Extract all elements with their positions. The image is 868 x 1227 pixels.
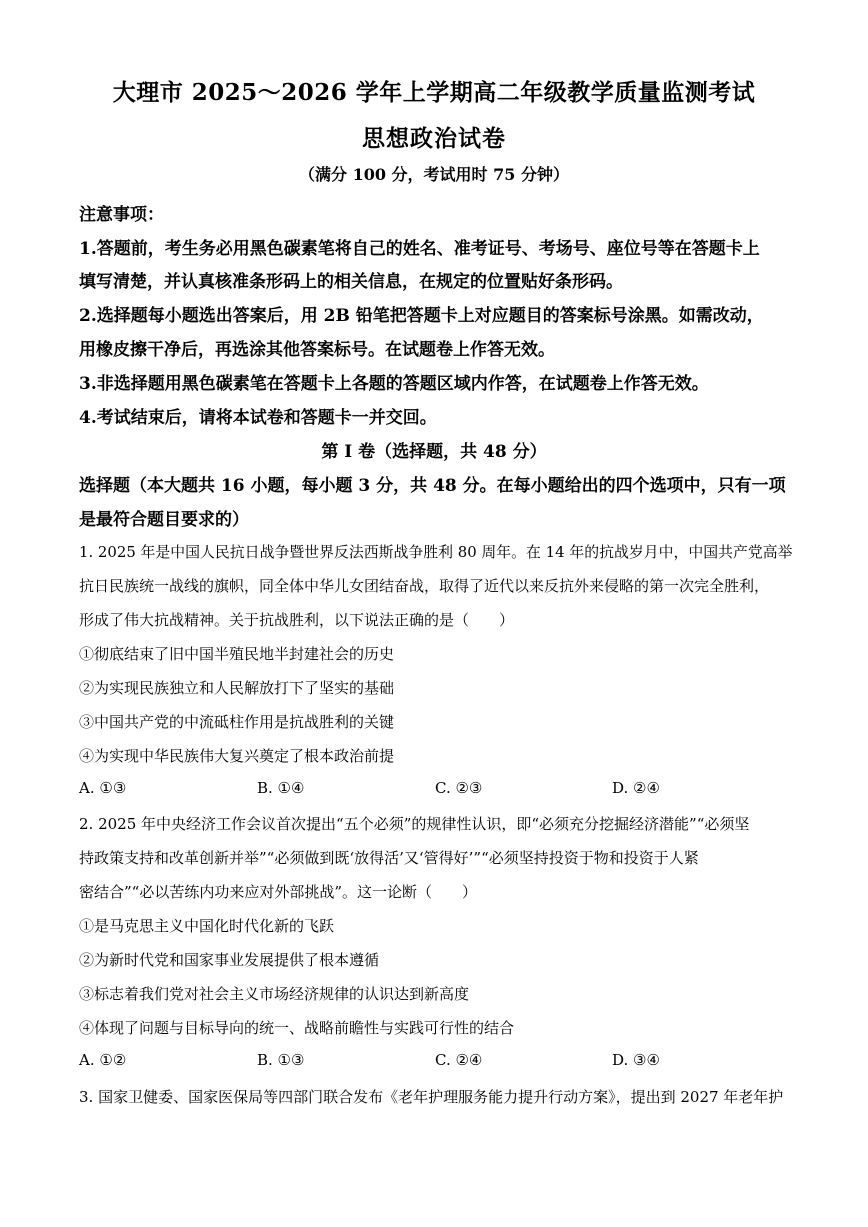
notice-line: 用橡皮擦干净后，再选涂其他答案标号。在试题卷上作答无效。 [79,340,555,360]
notice-line: 4.考试结束后，请将本试卷和答题卡一并交回。 [79,408,437,428]
section-title: 第 I 卷（选择题，共 48 分） [321,442,547,462]
option-d: D. ②④ [612,779,660,797]
notice-heading: 注意事项： [79,205,164,225]
notice-line: 3.非选择题用黑色碳素笔在答题卡上各题的答题区域内作答，在试题卷上作答无效。 [79,374,709,394]
option-b: B. ①④ [257,779,305,797]
option-c: C. ②③ [435,779,483,797]
exam-title: 大理市 2025～2026 学年上学期高二年级教学质量监测考试 [112,79,756,106]
question-3-stem: 3. 国家卫健委、国家医保局等四部门联合发布《老年护理服务能力提升行动方案》，提出到 2027 年老年护 [79,1088,784,1106]
question-1-statement: ②为实现民族独立和人民解放打下了坚实的基础 [79,679,395,697]
question-1-stem: 1. 2025 年是中国人民抗日战争暨世界反法西斯战争胜利 80 周年。在 14 年的抗战岁月中，中国共产党高举 [79,543,793,561]
question-2-statement: ④体现了问题与目标导向的统一、战略前瞻性与实践可行性的结合 [79,1019,515,1037]
question-2-statement: ①是马克思主义中国化时代化新的飞跃 [79,917,335,935]
option-a: A. ①③ [79,779,127,797]
subject-title: 思想政治试卷 [362,125,506,152]
option-c: C. ②④ [435,1051,483,1069]
section-instructions: 是最符合题目要求的） [79,510,249,530]
option-b: B. ①③ [257,1051,305,1069]
question-2-stem: 密结合”“必以苦练内功来应对外部挑战”。这一论断（ ） [79,883,478,901]
notice-line: 2.选择题每小题选出答案后，用 2B 铅笔把答题卡上对应题目的答案标号涂黑。如需改动， [79,306,764,326]
question-2-statement: ③标志着我们党对社会主义市场经济规律的认识达到新高度 [79,985,470,1003]
notice-line: 填写清楚，并认真核准条形码上的相关信息，在规定的位置贴好条形码。 [79,272,623,292]
question-2-stem: 持政策支持和改革创新并举”“必须做到既‘放得活’又‘管得好’”“必须坚持投资于物和投资于人紧 [79,849,699,867]
option-d: D. ③④ [612,1051,660,1069]
question-1-stem: 形成了伟大抗战精神。关于抗战胜利，以下说法正确的是（ ） [79,611,515,629]
question-2-statement: ②为新时代党和国家事业发展提供了根本遵循 [79,951,380,969]
question-1-statement: ③中国共产党的中流砥柱作用是抗战胜利的关键 [79,713,395,731]
section-instructions: 选择题（本大题共 16 小题，每小题 3 分，共 48 分。在每小题给出的四个选项中，只有一项 [79,476,786,496]
question-1-statement: ④为实现中华民族伟大复兴奠定了根本政治前提 [79,747,395,765]
question-1-statement: ①彻底结束了旧中国半殖民地半封建社会的历史 [79,645,395,663]
question-1-stem: 抗日民族统一战线的旗帜，同全体中华儿女团结奋战，取得了近代以来反抗外来侵略的第一次完全胜利， [79,577,770,595]
notice-line: 1.答题前，考生务必用黑色碳素笔将自己的姓名、准考证号、考场号、座位号等在答题卡上 [79,239,760,259]
option-a: A. ①② [79,1051,127,1069]
question-2-stem: 2. 2025 年中央经济工作会议首次提出“五个必须”的规律性认识，即“必须充分挖掘经济潜能”“必须坚 [79,815,750,833]
exam-meta: （满分 100 分，考试用时 75 分钟） [299,165,569,184]
